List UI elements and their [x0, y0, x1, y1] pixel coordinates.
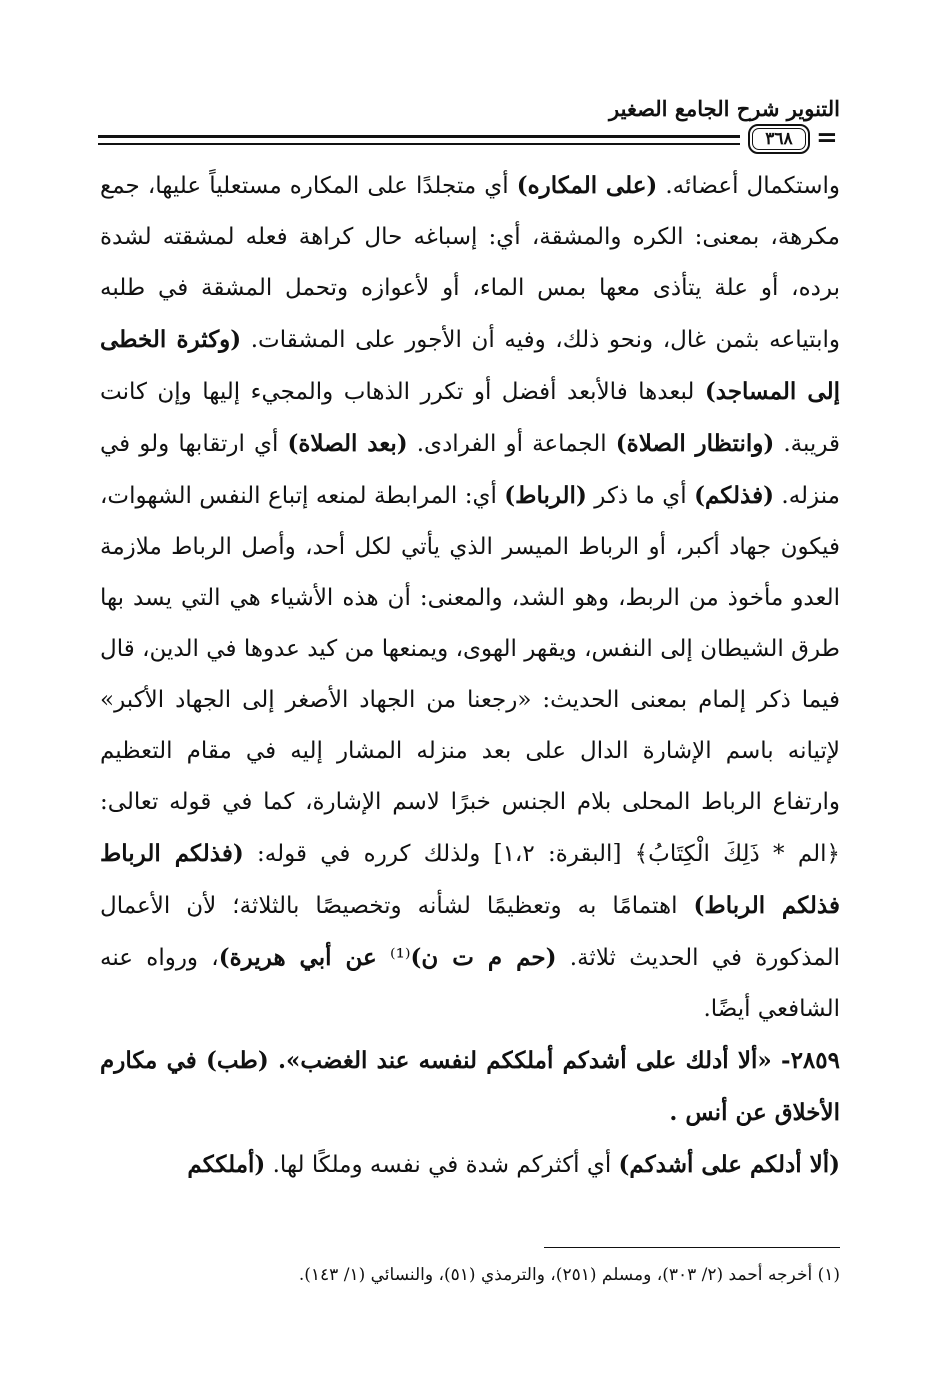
bold-run: (ألا أدلكم على أشدكم) — [618, 1151, 840, 1178]
bold-run: (الرباط) — [504, 482, 587, 509]
footnote: (١) أخرجه أحمد (٢/ ٣٠٣)، ومسلم (٢٥١)، والترمذي (٥١)، والنسائي (١/ ١٤٣). — [298, 1265, 840, 1285]
text-run: ⁽¹⁾ — [376, 945, 411, 971]
bold-run: (وكثرة الخطى إلى المساجد) — [100, 326, 840, 405]
bold-run: (وانتظار الصلاة) — [615, 430, 775, 457]
page-number: ٣٦٨ — [748, 124, 810, 154]
running-header-title: التنوير شرح الجامع الصغير — [609, 96, 840, 121]
bold-run: (أملككم — [187, 1151, 266, 1178]
text-run: اهتمامًا به وتعظيمًا لشأنه وتخصيصًا بالثلاثة؛ لأن الأعمال المذكورة في الحديث ثلاثة. — [100, 893, 840, 971]
text-run: أي أكثركم شدة في نفسه وملكًا لها. — [265, 1152, 619, 1178]
header-rule-thick — [98, 135, 740, 138]
text-run: لبعدها فالأبعد أفضل أو تكرر الذهاب والمجيء إليها وإن كانت قريبة. — [100, 379, 840, 457]
bold-run: (فذلكم) — [694, 482, 774, 509]
text-run: أي ارتقابها ولو في منزله. — [100, 431, 840, 509]
bold-run: عن أبي هريرة) — [218, 944, 377, 971]
paragraph — [100, 1139, 840, 1191]
paragraph — [100, 1035, 840, 1139]
body-text — [100, 160, 840, 1191]
header-rule-thin — [98, 143, 740, 145]
header-ornament: = — [816, 123, 838, 153]
bold-run: (على المكاره) — [516, 172, 658, 199]
footnote-separator — [544, 1247, 840, 1248]
bold-run: (فذلكم الرباط فذلكم الرباط) — [100, 840, 840, 919]
bold-run: (بعد الصلاة) — [287, 430, 408, 457]
text-run: أي ما ذكر — [586, 483, 695, 509]
text-run: واستكمال أعضائه. — [657, 173, 840, 199]
text-run: أي متجلدًا على المكاره مستعلياً عليها، جمع مكرهة، بمعنى: الكره والمشقة، أي: إسباغه حال كراهة فعله لمشقته لشدة برده، أو علة يتأذى معها بمس الماء، أو لأعوازه وتحمل المشقة في طلبه وابتياعه بثمن غال، ونحو ذلك، وفيه أن الأجور على المشقات. — [100, 173, 840, 353]
text-run: ، ورواه عنه الشافعي أيضًا. — [100, 945, 840, 1022]
text-run: الجماعة أو الفرادى. — [407, 431, 616, 457]
text-run: أي: المرابطة لمنعه إتباع النفس الشهوات، فيكون جهاد أكبر، أو الرباط الميسر الذي يأتي لكل أحد، وأصل الرباط ملازمة العدو مأخوذ من الربط، وهو الشد، والمعنى: أن هذه الأشياء هي التي يسد بها طرق الشيطان إلى النفس، ويقهر الهوى، ويمنعها من كيد عدوها في الدين، قال فيما ذكر إلمام بمعنى الحديث: «رجعنا من الجهاد الأصغر إلى الجهاد الأكبر» لإتيانه باسم الإشارة الدال على بعد منزله المشار إليه في مقام التعظيم وارتفاع الرباط المحلى بلام الجنس خبرًا لاسم الإشارة، كما في قوله تعالى: ﴿الم * ذَلِكَ الْكِتَابُ﴾ [البقرة: ١،٢] ولذلك كرره في قوله: — [100, 483, 840, 867]
bold-run: ٢٨٥٩- «ألا أدلك على أشدكم أملككم لنفسه عند الغضب». (طب) في مكارم الأخلاق عن أنس . — [100, 1047, 840, 1126]
bold-run: (حم م ت ن) — [410, 944, 557, 971]
paragraph — [100, 160, 840, 1035]
